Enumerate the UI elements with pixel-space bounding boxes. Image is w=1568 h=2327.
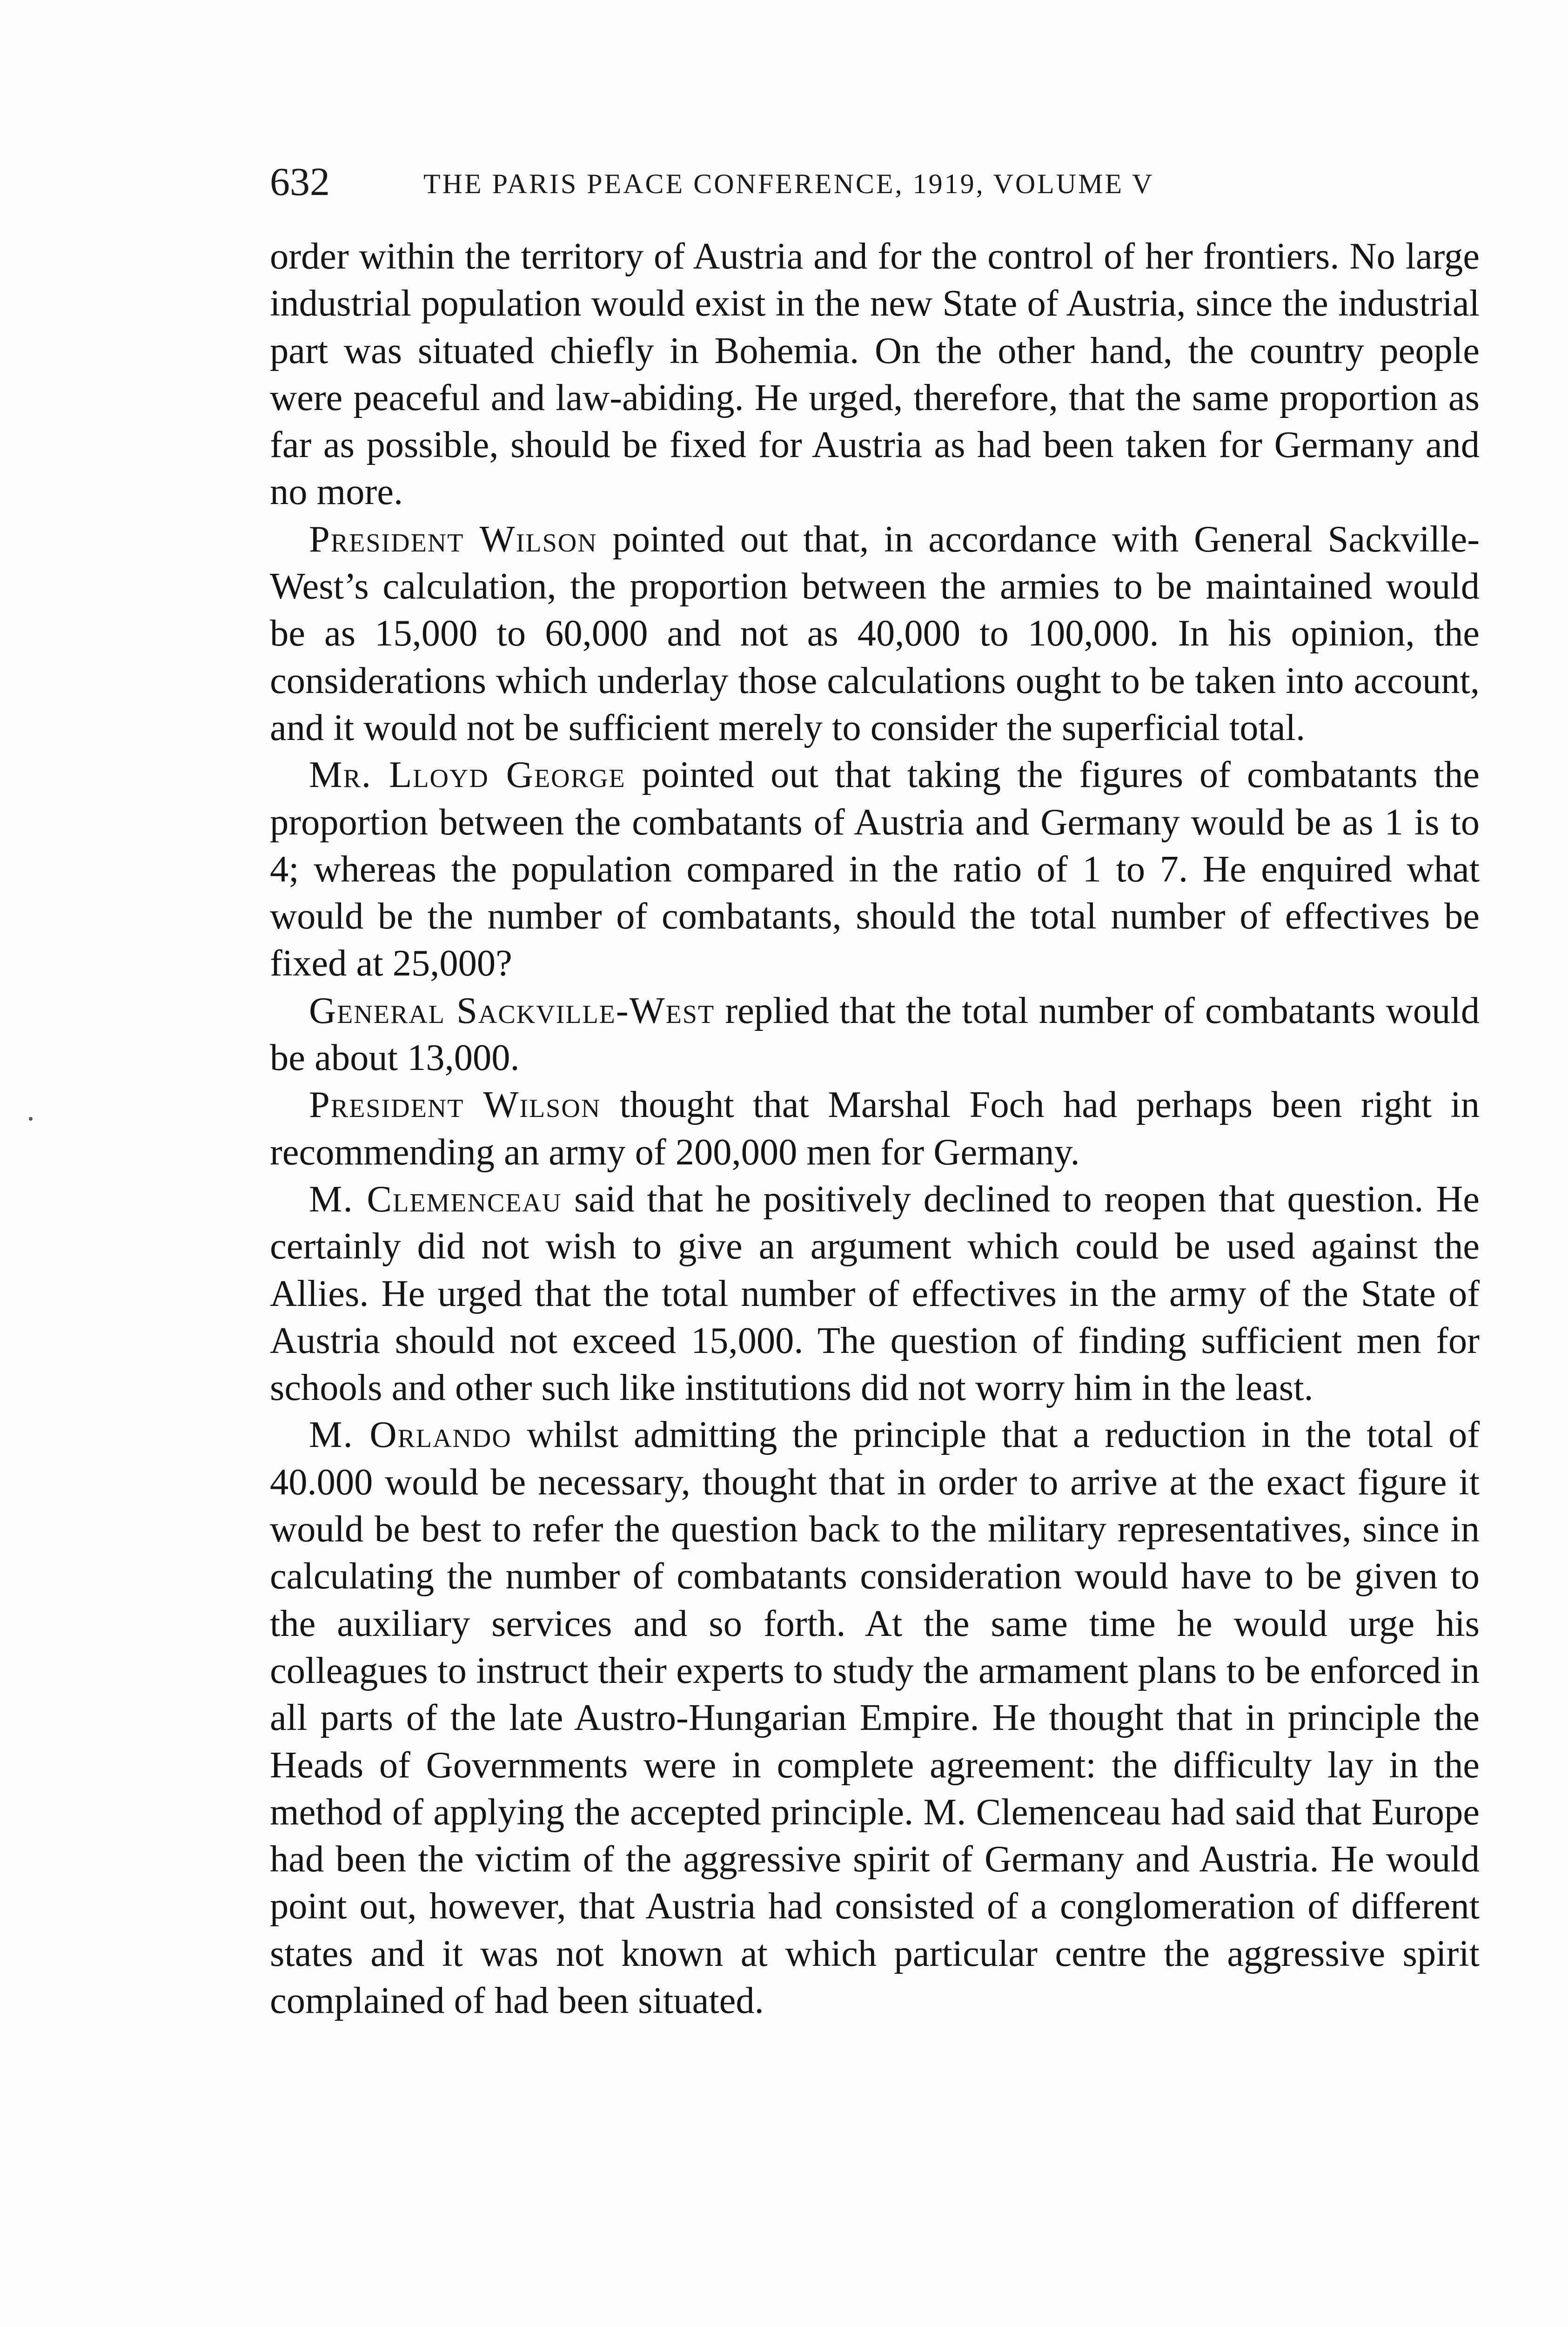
speaker-name: M. Clemenceau (309, 1178, 562, 1220)
speaker-name: M. Orlando (309, 1414, 512, 1456)
paragraph (270, 233, 1480, 516)
scan-speck (29, 1117, 33, 1121)
paragraph (270, 516, 1480, 751)
paragraph (270, 751, 1480, 987)
paragraph (270, 1081, 1480, 1176)
paragraph-text: pointed out that taking the figures of combatants the proportion between the combatants of Austria and Germany would be as 1 is to 4; whereas the population compared in the ratio of 1 to 7. He enquired what would be the number of combatants, should the total number of effectives be fixed at 25,000? (270, 754, 1480, 984)
speaker-name: General Sackville-West (309, 989, 715, 1031)
page-number: 632 (270, 159, 330, 204)
paragraph (270, 987, 1480, 1082)
paragraph-text: whilst admitting the principle that a reduction in the total of 40.000 would be necessary, thought that in order to arrive at the exact figure it would be best to refer the question back to the military representatives, since in calculating the number of combatants consideration would have to be given to the auxiliary services and so forth. At the same time he would urge his colleagues to instruct their experts to study the armament plans to be enforced in all parts of the late Austro-Hungarian Empire. He thought that in principle the Heads of Governments were in complete agreement: the difficulty lay in the method of applying the accepted principle. M. Clemenceau had said that Europe had been the victim of the aggressive spirit of Germany and Austria. He would point out, however, that Austria had consisted of a conglomeration of different states and it was not known at which particular centre the aggressive spirit complained of had been situated. (270, 1414, 1480, 2021)
speaker-name: Mr. Lloyd George (309, 754, 626, 796)
speaker-name: President Wilson (309, 1084, 601, 1126)
paragraph-text: said that he positively declined to reopen that question. He certainly did not wish to give an argument which could be used against the Allies. He urged that the total number of effectives in the army of the State of Austria should not exceed 15,000. The question of finding sufficient men for schools and other such like institutions did not worry him in the least. (270, 1178, 1480, 1409)
paragraph-text: thought that Marshal Foch had perhaps been right in recommending an army of 200,000 men for Germany. (270, 1084, 1480, 1173)
paragraph-text: replied that the total number of combatants would be about 13,000. (270, 989, 1480, 1079)
paragraph (270, 1411, 1480, 2024)
paragraph-text: pointed out that, in accordance with General Sackville-West’s calculation, the proportion between the armies to be maintained would be as 15,000 to 60,000 and not as 40,000 to 100,000. In his opinion, the considerations which underlay those calculations ought to be taken into account, and it would not be sufficient merely to consider the superficial total. (270, 518, 1480, 748)
speaker-name: President Wilson (309, 518, 597, 560)
page-header (270, 158, 1354, 209)
body-text (270, 233, 1480, 2024)
paragraph (270, 1176, 1480, 1411)
paragraph-text: order within the territory of Austria and for the control of her frontiers. No large industrial population would exist in the new State of Austria, since the industrial part was situated chiefly in Bohemia. On the other hand, the country people were peaceful and law-abiding. He urged, therefore, that the same proportion as far as possible, should be fixed for Austria as had been taken for Germany and no more. (270, 235, 1480, 513)
running-title: THE PARIS PEACE CONFERENCE, 1919, VOLUME V (423, 168, 1154, 199)
